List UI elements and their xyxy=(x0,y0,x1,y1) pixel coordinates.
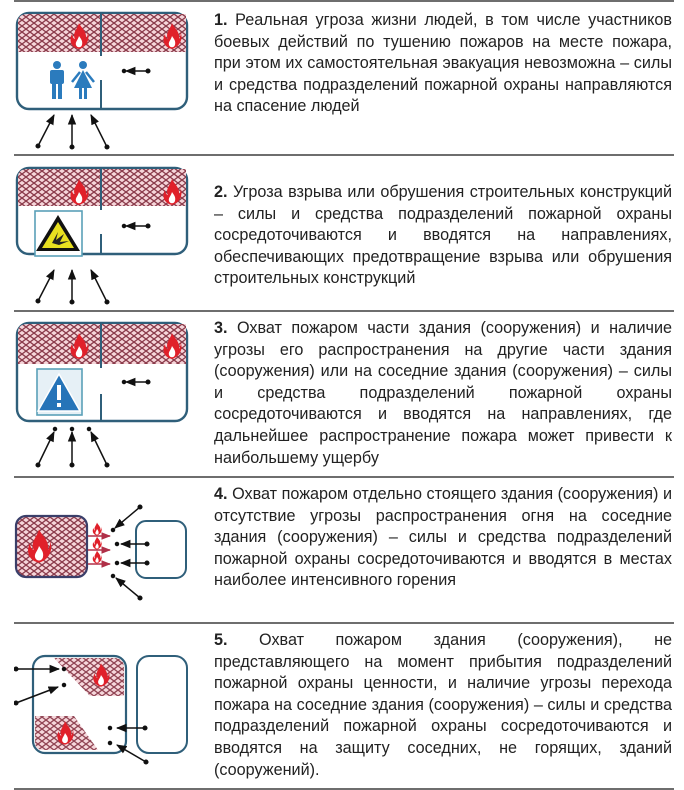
item-number: 5. xyxy=(214,631,228,649)
item-text-2 xyxy=(214,182,672,290)
item-description: Угроза взрыва или обрушения строительных конструкций – силы и средства подразделений пожарной охраны сосредоточиваются и вводятся на направлениях, обеспечивающих предотвращение взрыва или обрушения строительных конструкций xyxy=(214,183,673,288)
item-row-4 xyxy=(14,476,674,622)
diagram-2 xyxy=(14,156,214,310)
item-description: Охват пожаром отдельно стоящего здания (сооружения) и отсутствие угрозы распространения огня на соседние здания (сооружения) – силы и средства подразделений пожарной охраны сосредоточиваются и вводятся в местах наиболее интенсивного горения xyxy=(214,485,672,590)
item-number: 2. xyxy=(214,183,228,201)
item-row-1 xyxy=(14,0,674,154)
explosion-warning-icon xyxy=(35,211,82,256)
burning-building-icon xyxy=(16,516,87,577)
item-description: Охват пожаром здания (сооружения), не представляющего на момент прибытия подразделений пожарной охраны ценности, и наличие угрозы перехода пожара на соседние здания (сооружения) – силы и средства подразделений пожарной охраны сосредоточиваются и вводятся на защиту соседних, не горящих, зданий (сооружений). xyxy=(214,631,673,779)
item-row-2 xyxy=(14,154,674,310)
diagram-5 xyxy=(14,624,214,788)
item-text-4 xyxy=(214,484,672,592)
flame-icon xyxy=(93,537,102,550)
item-number: 1. xyxy=(214,11,228,29)
item-text-5 xyxy=(214,630,672,781)
item-row-3 xyxy=(14,310,674,476)
flame-icon xyxy=(93,551,102,564)
diagram-3 xyxy=(14,312,214,476)
item-number: 3. xyxy=(214,319,228,337)
item-number: 4. xyxy=(214,485,228,503)
flame-icon xyxy=(93,523,102,536)
diagram-4 xyxy=(14,478,214,622)
item-text-1 xyxy=(214,10,672,118)
general-warning-icon xyxy=(37,369,82,415)
item-description: Реальная угроза жизни людей, в том числе участников боевых действий по тушению пожаров на месте пожара, при этом их самостоятельная эвакуация невозможна – силы и средства подразделений пожарной охраны направляются на спасение людей xyxy=(214,11,673,116)
diagram-1 xyxy=(14,2,214,154)
neighbor-building xyxy=(136,521,186,578)
item-description: Охват пожаром части здания (сооружения) и наличие угрозы его распространения на другие части здания (сооружения) или на соседние здания (сооружения) – силы и средства подразделений пожарной охраны сосредоточиваются и вводятся на направлениях, где дальнейшее распространение пожара может привести к наибольшему ущербу xyxy=(214,319,672,467)
neighbor-building-icon xyxy=(137,656,187,753)
item-row-5 xyxy=(14,622,674,790)
item-text-3 xyxy=(214,318,672,469)
